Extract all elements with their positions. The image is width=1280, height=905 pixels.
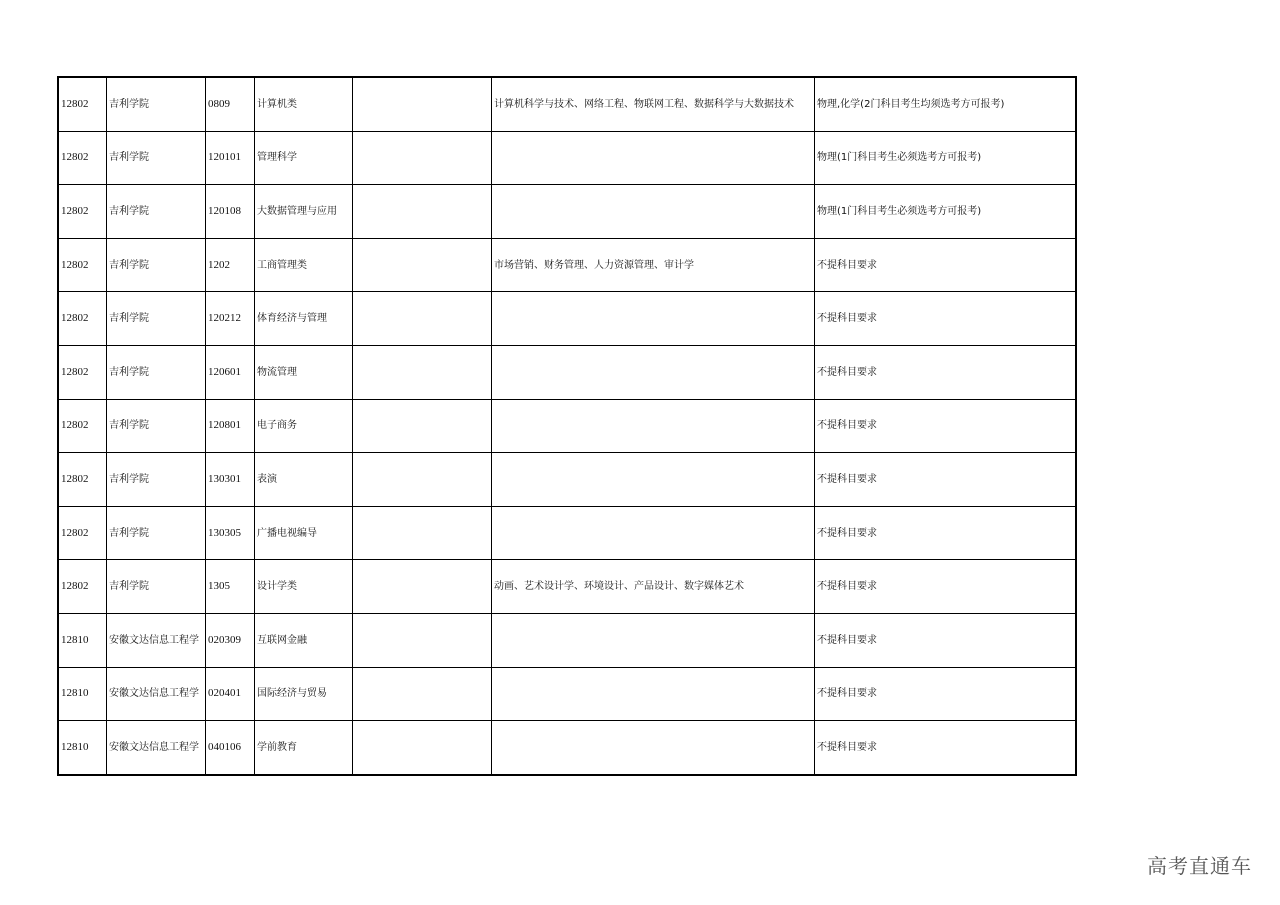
cell-major-code: 120801: [206, 399, 255, 453]
cell-included-majors: [492, 453, 815, 507]
cell-extra: [353, 78, 492, 132]
table-row: [59, 399, 1076, 453]
cell-subject-requirement: 不提科目要求: [815, 399, 1076, 453]
cell-school-code: 12802: [59, 345, 107, 399]
cell-major-name: 计算机类: [255, 78, 353, 132]
cell-included-majors: [492, 131, 815, 185]
cell-major-code: 020309: [206, 613, 255, 667]
cell-subject-requirement: 不提科目要求: [815, 721, 1076, 775]
cell-included-majors: 动画、艺术设计学、环境设计、产品设计、数字媒体艺术: [492, 560, 815, 614]
cell-school-name: 吉利学院: [107, 238, 206, 292]
table-row: [59, 131, 1076, 185]
cell-extra: [353, 560, 492, 614]
cell-major-name: 大数据管理与应用: [255, 185, 353, 239]
table-row: [59, 613, 1076, 667]
cell-extra: [353, 667, 492, 721]
cell-school-name: 安徽文达信息工程学: [107, 721, 206, 775]
table-row: [59, 292, 1076, 346]
cell-subject-requirement: 不提科目要求: [815, 506, 1076, 560]
cell-subject-requirement: 不提科目要求: [815, 667, 1076, 721]
cell-included-majors: 计算机科学与技术、网络工程、物联网工程、数据科学与大数据技术: [492, 78, 815, 132]
cell-extra: [353, 345, 492, 399]
cell-school-name: 吉利学院: [107, 185, 206, 239]
cell-school-name: 安徽文达信息工程学: [107, 667, 206, 721]
cell-school-name: 吉利学院: [107, 292, 206, 346]
cell-major-code: 120101: [206, 131, 255, 185]
cell-school-name: 吉利学院: [107, 131, 206, 185]
cell-included-majors: [492, 667, 815, 721]
cell-major-code: 1305: [206, 560, 255, 614]
cell-school-code: 12802: [59, 453, 107, 507]
cell-school-code: 12802: [59, 560, 107, 614]
watermark-text: 高考直通车: [1147, 854, 1252, 878]
cell-school-name: 安徽文达信息工程学: [107, 613, 206, 667]
cell-extra: [353, 506, 492, 560]
cell-extra: [353, 399, 492, 453]
cell-major-code: 120108: [206, 185, 255, 239]
table-row: [59, 185, 1076, 239]
cell-included-majors: [492, 345, 815, 399]
cell-major-code: 130301: [206, 453, 255, 507]
cell-extra: [353, 613, 492, 667]
cell-subject-requirement: 不提科目要求: [815, 453, 1076, 507]
cell-school-name: 吉利学院: [107, 399, 206, 453]
cell-major-name: 互联网金融: [255, 613, 353, 667]
cell-extra: [353, 292, 492, 346]
cell-major-name: 工商管理类: [255, 238, 353, 292]
cell-extra: [353, 238, 492, 292]
cell-major-name: 学前教育: [255, 721, 353, 775]
table-row: [59, 345, 1076, 399]
cell-included-majors: [492, 721, 815, 775]
subject-requirements-table: [58, 77, 1076, 775]
cell-school-code: 12802: [59, 78, 107, 132]
cell-extra: [353, 185, 492, 239]
cell-extra: [353, 131, 492, 185]
cell-extra: [353, 721, 492, 775]
cell-extra: [353, 453, 492, 507]
cell-major-code: 1202: [206, 238, 255, 292]
cell-included-majors: [492, 185, 815, 239]
cell-included-majors: [492, 613, 815, 667]
cell-subject-requirement: 物理(1门科目考生必须选考方可报考): [815, 185, 1076, 239]
cell-school-code: 12810: [59, 721, 107, 775]
cell-major-code: 130305: [206, 506, 255, 560]
cell-school-name: 吉利学院: [107, 78, 206, 132]
cell-school-code: 12802: [59, 506, 107, 560]
cell-included-majors: [492, 399, 815, 453]
cell-major-name: 电子商务: [255, 399, 353, 453]
cell-school-code: 12802: [59, 292, 107, 346]
cell-school-name: 吉利学院: [107, 453, 206, 507]
cell-major-name: 广播电视编导: [255, 506, 353, 560]
cell-subject-requirement: 不提科目要求: [815, 560, 1076, 614]
table-row: [59, 721, 1076, 775]
table-row: [59, 78, 1076, 132]
cell-school-code: 12810: [59, 667, 107, 721]
cell-school-name: 吉利学院: [107, 345, 206, 399]
cell-school-name: 吉利学院: [107, 506, 206, 560]
cell-subject-requirement: 不提科目要求: [815, 292, 1076, 346]
cell-major-name: 表演: [255, 453, 353, 507]
cell-school-code: 12810: [59, 613, 107, 667]
cell-subject-requirement: 不提科目要求: [815, 238, 1076, 292]
cell-major-code: 040106: [206, 721, 255, 775]
cell-major-code: 120601: [206, 345, 255, 399]
table-row: [59, 238, 1076, 292]
cell-major-code: 120212: [206, 292, 255, 346]
cell-major-name: 国际经济与贸易: [255, 667, 353, 721]
table-row: [59, 506, 1076, 560]
table-row: [59, 560, 1076, 614]
cell-major-name: 设计学类: [255, 560, 353, 614]
table-row: [59, 453, 1076, 507]
cell-major-name: 物流管理: [255, 345, 353, 399]
cell-subject-requirement: 不提科目要求: [815, 613, 1076, 667]
table-row: [59, 667, 1076, 721]
table-body: [59, 78, 1076, 775]
cell-school-name: 吉利学院: [107, 560, 206, 614]
cell-subject-requirement: 不提科目要求: [815, 345, 1076, 399]
cell-major-code: 020401: [206, 667, 255, 721]
cell-school-code: 12802: [59, 399, 107, 453]
cell-school-code: 12802: [59, 238, 107, 292]
cell-included-majors: 市场营销、财务管理、人力资源管理、审计学: [492, 238, 815, 292]
cell-major-code: 0809: [206, 78, 255, 132]
cell-school-code: 12802: [59, 131, 107, 185]
cell-subject-requirement: 物理(1门科目考生必须选考方可报考): [815, 131, 1076, 185]
cell-major-name: 体育经济与管理: [255, 292, 353, 346]
cell-major-name: 管理科学: [255, 131, 353, 185]
cell-included-majors: [492, 292, 815, 346]
cell-subject-requirement: 物理,化学(2门科目考生均须选考方可报考): [815, 78, 1076, 132]
cell-school-code: 12802: [59, 185, 107, 239]
cell-included-majors: [492, 506, 815, 560]
